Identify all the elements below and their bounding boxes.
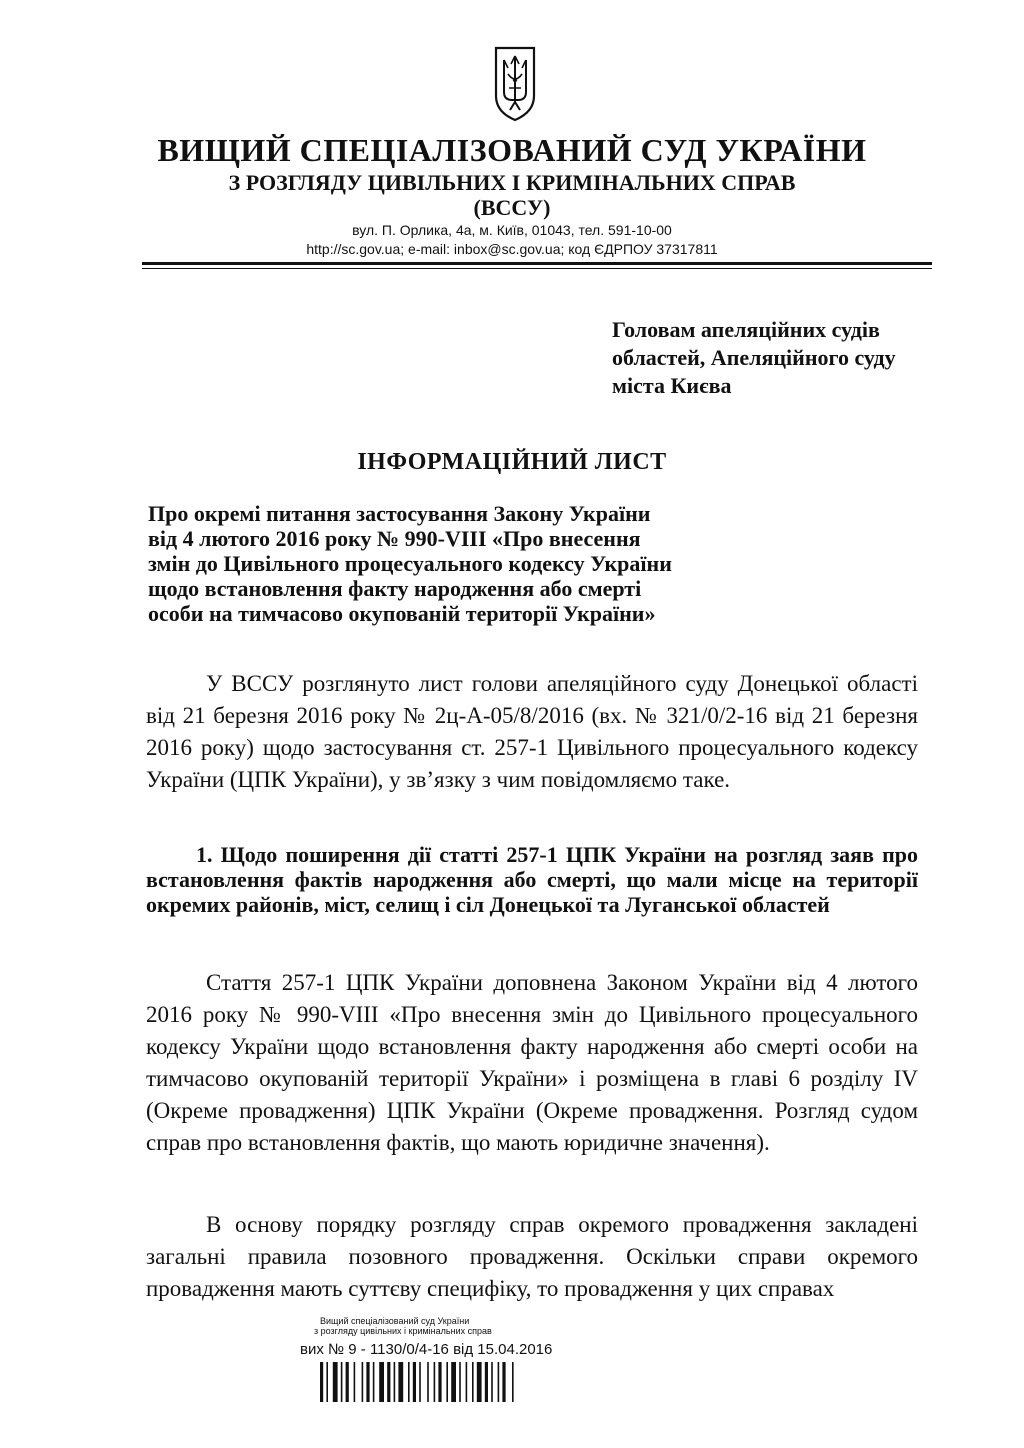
barcode-bar <box>354 1362 356 1402</box>
court-abbreviation: (ВССУ) <box>473 195 551 220</box>
barcode-bar <box>387 1362 390 1402</box>
stamp-registration-number: вих № 9 - 1130/0/4-16 від 15.04.2016 <box>300 1341 553 1358</box>
barcode-bar <box>459 1362 461 1402</box>
barcode-bar <box>366 1362 369 1402</box>
barcode-bar <box>466 1362 468 1402</box>
stamp-court-line: Вищий спеціалізований суд України <box>320 1316 470 1326</box>
barcode-bar <box>394 1362 396 1402</box>
barcode-bar <box>320 1362 323 1402</box>
barcode-bar <box>333 1362 338 1402</box>
barcode-bar <box>512 1362 514 1402</box>
barcode-bar <box>438 1362 441 1402</box>
header-divider-thick <box>142 262 932 265</box>
barcode-bar <box>498 1362 500 1402</box>
section-1-heading: 1. Щодо поширення дії статті 257-1 ЦПК України на розгляд заяв про встановлення фактів народження або смерті, що мали місце на території окремих районів, міст, селищ і сіл Донецької та Луганської областей <box>146 842 918 917</box>
barcode-bar <box>451 1362 456 1402</box>
document-subject: Про окремі питання застосування Закону України від 4 лютого 2016 року № 990-VIII «Про внесення змін до Цивільного процесуального кодексу України щодо встановлення факту народження або смерті особи на тимчасово окупованій території України» <box>148 501 672 626</box>
barcode-bar <box>472 1362 474 1402</box>
court-subtitle: З РОЗГЛЯДУ ЦИВІЛЬНИХ І КРИМІНАЛЬНИХ СПРАВ <box>228 170 796 195</box>
barcode-bar <box>419 1362 421 1402</box>
barcode-bar <box>491 1362 493 1402</box>
header-divider-thin <box>142 268 932 269</box>
barcode-bar <box>434 1362 436 1402</box>
barcode-bar <box>373 1362 375 1402</box>
barcode-bar <box>477 1362 482 1402</box>
court-name: ВИЩИЙ СПЕЦІАЛІЗОВАНИЙ СУД УКРАЇНИ <box>157 132 867 168</box>
barcode-bar <box>341 1362 343 1402</box>
barcode-bar <box>413 1362 416 1402</box>
paragraph-procedure-basis: В основу порядку розгляду справ окремого провадження закладені загальні правила позовного провадження. Оскільки справи окремого провадження мають суттєву специфіку, то провадження у цих справах <box>146 1212 918 1301</box>
barcode-bar <box>398 1362 403 1402</box>
barcode-bar <box>446 1362 448 1402</box>
barcode-bar <box>485 1362 488 1402</box>
barcode-icon <box>320 1362 572 1402</box>
stamp-court-subline: з розгляду цивільних і кримінальних справ <box>314 1326 492 1336</box>
document-title: ІНФОРМАЦІЙНИЙ ЛИСТ <box>357 449 667 475</box>
court-contacts: http://sc.gov.ua; e-mail: inbox@sc.gov.ua; код ЄДРПОУ 37317811 <box>306 241 718 257</box>
trident-emblem-icon <box>492 44 538 122</box>
barcode-bar <box>427 1362 429 1402</box>
barcode-bar <box>379 1362 384 1402</box>
barcode-bar <box>326 1362 328 1402</box>
barcode-bar <box>346 1362 349 1402</box>
paragraph-article-257-1: Стаття 257-1 ЦПК України доповнена Законом України від 4 лютого 2016 року № 990-VIII «Про внесення змін до Цивільного процесуального кодексу України щодо встановлення факту народження або смерті особи на тимчасово окупованій території України» і розміщена в главі 6 розділу IV (Окреме провадження) ЦПК України (Окреме провадження. Розгляд судом справ про встановлення фактів, що мають юридичне значення). <box>146 970 918 1155</box>
court-address: вул. П. Орлика, 4а, м. Київ, 01043, тел. 591-10-00 <box>352 222 672 238</box>
barcode-bar <box>362 1362 364 1402</box>
addressee-block: Головам апеляційних судів областей, Апеляційного суду міста Києва <box>612 317 896 398</box>
barcode-bar <box>502 1362 505 1402</box>
paragraph-intro: У ВССУ розглянуто лист голови апеляційного суду Донецької області від 21 березня 2016 року № 2ц-А-05/8/2016 (вх. № 321/0/2-16 від 21 березня 2016 року) щодо застосування ст. 257-1 Цивільного процесуального кодексу України (ЦПК України), у зв’язку з чим повідомляємо таке. <box>146 671 918 792</box>
barcode-bar <box>408 1362 410 1402</box>
